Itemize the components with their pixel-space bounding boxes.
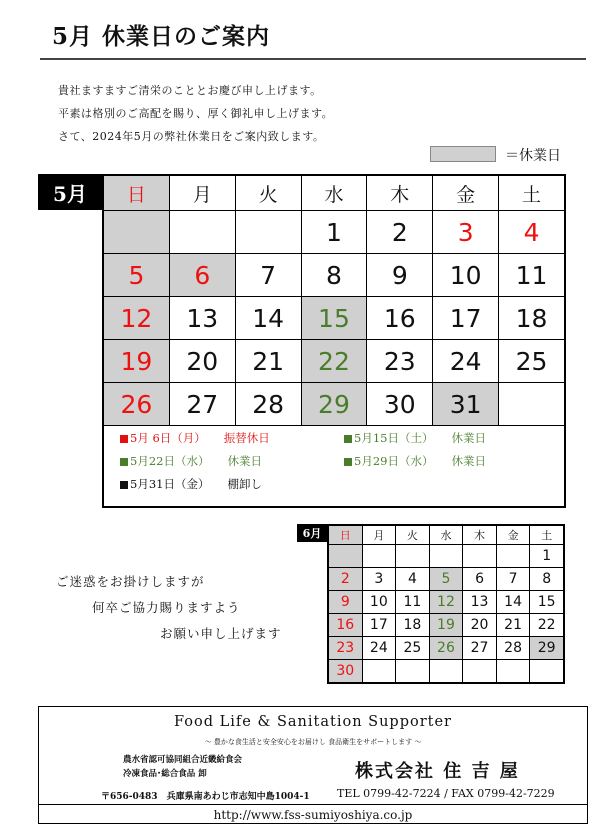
june-day-cell: [396, 660, 430, 684]
june-day-cell: [362, 545, 396, 568]
message-line-2: 何卒ご協力賜りますよう: [92, 600, 241, 615]
may-day-cell: 28: [235, 383, 301, 426]
intro-line-3: さて、2024年5月の弊社休業日をご案内致します。: [58, 130, 325, 143]
june-day-cell: 30: [328, 660, 362, 684]
may-note-item: [344, 430, 486, 446]
may-note-item: [120, 476, 262, 492]
may-day-cell: 21: [235, 340, 301, 383]
june-day-cell: 6: [463, 568, 497, 591]
note-date: 5月22日（水）: [130, 454, 210, 468]
message-line-1: ご迷惑をお掛けしますが: [56, 574, 205, 589]
june-day-cell: 16: [328, 614, 362, 637]
footer-tagline: Food Life & Sanitation Supporter: [174, 714, 452, 730]
june-day-cell: [496, 660, 530, 684]
may-weekday-header: 月: [169, 175, 235, 211]
may-weekday-header: 水: [301, 175, 367, 211]
legend-label: ＝休業日: [505, 148, 561, 164]
june-day-cell: 19: [429, 614, 463, 637]
note-date: 5月15日（土）: [354, 431, 434, 445]
may-day-cell: 17: [433, 297, 499, 340]
footer-divider: [39, 804, 587, 805]
may-day-cell: 23: [367, 340, 433, 383]
june-weekday-header: 日: [328, 525, 362, 545]
may-day-cell: 13: [169, 297, 235, 340]
footer-org-line-2: 冷凍食品･総合食品 卸: [123, 769, 207, 779]
june-day-cell: 4: [396, 568, 430, 591]
may-day-cell: 11: [499, 254, 565, 297]
may-day-cell: 22: [301, 340, 367, 383]
may-day-cell: 20: [169, 340, 235, 383]
june-day-cell: 10: [362, 591, 396, 614]
note-bullet-square: [120, 458, 128, 466]
june-week-row: [328, 614, 564, 637]
june-weekday-header: 土: [530, 525, 564, 545]
june-weekday-header: 火: [396, 525, 430, 545]
june-day-cell: 9: [328, 591, 362, 614]
may-note-item: [120, 453, 262, 469]
june-week-row: [328, 660, 564, 684]
may-week-row: [103, 297, 565, 340]
may-day-cell: 14: [235, 297, 301, 340]
may-day-cell: 10: [433, 254, 499, 297]
june-weekday-header: 水: [429, 525, 463, 545]
may-day-cell: 2: [367, 211, 433, 254]
page-title: 5月 休業日のご案内: [52, 23, 271, 50]
may-weekday-header: 木: [367, 175, 433, 211]
may-weekday-header: 土: [499, 175, 565, 211]
june-day-cell: 11: [396, 591, 430, 614]
footer-box: [38, 706, 588, 824]
footer-address: 〒656-0483 兵庫県南あわじ市志知中島1004-1: [101, 792, 310, 802]
may-day-cell: 5: [103, 254, 169, 297]
june-day-cell: [429, 545, 463, 568]
june-day-cell: 20: [463, 614, 497, 637]
june-day-cell: [362, 660, 396, 684]
june-weekday-header: 金: [496, 525, 530, 545]
note-date: 5月31日（金）: [130, 477, 210, 491]
may-week-row: [103, 211, 565, 254]
note-date: 5月29日（水）: [354, 454, 434, 468]
may-day-cell: 3: [433, 211, 499, 254]
june-day-cell: [463, 660, 497, 684]
may-day-cell: 29: [301, 383, 367, 426]
june-week-row: [328, 637, 564, 660]
may-weekday-header: 金: [433, 175, 499, 211]
note-bullet-square: [344, 435, 352, 443]
june-day-cell: 26: [429, 637, 463, 660]
may-week-row: [103, 254, 565, 297]
may-month-tag: 5月: [38, 174, 102, 210]
june-weekday-header: 木: [463, 525, 497, 545]
may-day-cell: 9: [367, 254, 433, 297]
note-text: 休業日: [227, 454, 262, 468]
may-day-cell: 27: [169, 383, 235, 426]
may-day-cell: [103, 211, 169, 254]
june-day-cell: 28: [496, 637, 530, 660]
june-day-cell: [396, 545, 430, 568]
may-day-cell: 31: [433, 383, 499, 426]
june-day-cell: 25: [396, 637, 430, 660]
note-bullet-square: [120, 481, 128, 489]
may-day-cell: 7: [235, 254, 301, 297]
may-day-cell: [235, 211, 301, 254]
note-date: 5月 6日（月）: [130, 431, 206, 445]
may-day-cell: 30: [367, 383, 433, 426]
june-day-cell: 14: [496, 591, 530, 614]
message-line-3: お願い申し上げます: [160, 626, 282, 641]
may-day-cell: 12: [103, 297, 169, 340]
june-day-cell: 3: [362, 568, 396, 591]
may-day-cell: 25: [499, 340, 565, 383]
footer-tel-fax: TEL 0799-42-7224 / FAX 0799-42-7229: [337, 787, 555, 800]
may-day-cell: 26: [103, 383, 169, 426]
legend-swatch: [430, 146, 496, 162]
may-weekday-header: 日: [103, 175, 169, 211]
may-day-cell: 18: [499, 297, 565, 340]
may-day-cell: 15: [301, 297, 367, 340]
june-day-cell: [496, 545, 530, 568]
june-day-cell: 5: [429, 568, 463, 591]
june-day-cell: 29: [530, 637, 564, 660]
may-note-item: [120, 430, 270, 446]
note-text: 棚卸し: [227, 477, 262, 491]
note-text: 休業日: [451, 454, 486, 468]
may-day-cell: 8: [301, 254, 367, 297]
may-calendar: [102, 174, 566, 426]
june-day-cell: 13: [463, 591, 497, 614]
june-day-cell: [463, 545, 497, 568]
may-day-cell: 1: [301, 211, 367, 254]
footer-org-line-1: 農水省認可協同組合近畿給食会: [123, 755, 243, 765]
june-day-cell: [530, 660, 564, 684]
june-day-cell: 24: [362, 637, 396, 660]
june-week-row: [328, 545, 564, 568]
note-text: 休業日: [451, 431, 486, 445]
may-weekday-header: 火: [235, 175, 301, 211]
note-bullet-square: [344, 458, 352, 466]
june-day-cell: 27: [463, 637, 497, 660]
footer-company-name: 株式会社 住 吉 屋: [355, 761, 520, 782]
june-day-cell: 7: [496, 568, 530, 591]
june-day-cell: 17: [362, 614, 396, 637]
june-day-cell: 1: [530, 545, 564, 568]
june-weekday-header: 月: [362, 525, 396, 545]
june-day-cell: [328, 545, 362, 568]
june-day-cell: 12: [429, 591, 463, 614]
may-day-cell: 24: [433, 340, 499, 383]
june-month-tag: 6月: [297, 524, 327, 542]
may-notes: [102, 420, 566, 508]
june-day-cell: 2: [328, 568, 362, 591]
may-day-cell: 6: [169, 254, 235, 297]
june-day-cell: 15: [530, 591, 564, 614]
may-week-row: [103, 340, 565, 383]
footer-subtagline: ～ 豊かな食生活と安全安心をお届けし 食品衛生をサポートします ～: [204, 738, 422, 746]
may-day-cell: 4: [499, 211, 565, 254]
may-day-cell: 16: [367, 297, 433, 340]
may-day-cell: [169, 211, 235, 254]
intro-line-2: 平素は格別のご高配を賜り、厚く御礼申し上げます。: [58, 107, 334, 120]
june-day-cell: [429, 660, 463, 684]
intro-line-1: 貴社ますますご清栄のこととお慶び申し上げます。: [58, 84, 322, 97]
may-day-cell: 19: [103, 340, 169, 383]
june-day-cell: 22: [530, 614, 564, 637]
title-underline: [40, 58, 586, 60]
footer-url-link[interactable]: http://www.fss-sumiyoshiya.co.jp: [213, 808, 413, 822]
note-text: 振替休日: [223, 431, 270, 445]
june-day-cell: 21: [496, 614, 530, 637]
june-week-row: [328, 591, 564, 614]
may-note-item: [344, 453, 486, 469]
june-calendar: [327, 524, 565, 684]
june-day-cell: 18: [396, 614, 430, 637]
june-day-cell: 23: [328, 637, 362, 660]
note-bullet-square: [120, 435, 128, 443]
june-day-cell: 8: [530, 568, 564, 591]
june-week-row: [328, 568, 564, 591]
